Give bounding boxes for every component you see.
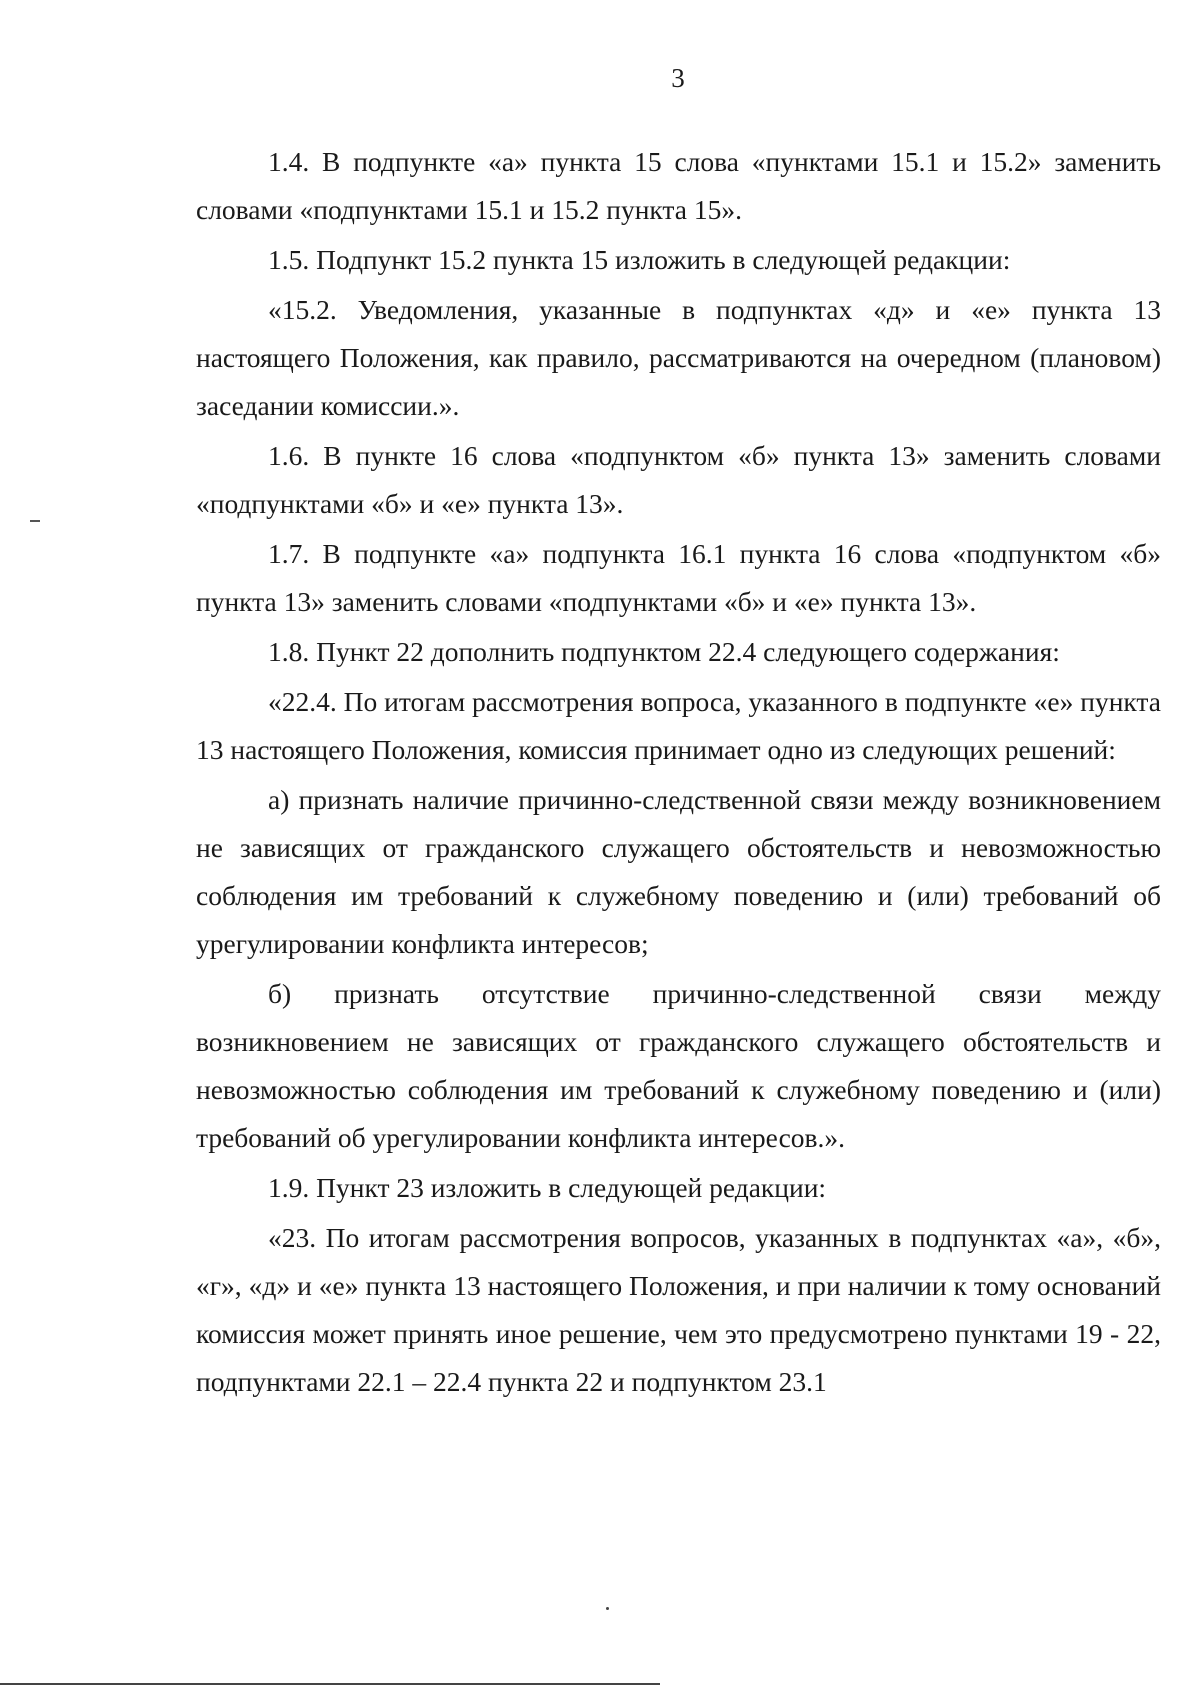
paragraph-1-7: 1.7. В подпункте «а» подпункта 16.1 пункта 16 слова «подпунктом «б» пункта 13» заменить словами «подпунктами «б» и «е» пункта 13». (196, 538, 1161, 617)
paragraph-22-4-quote: «22.4. По итогам рассмотрения вопроса, указанного в подпункте «е» пункта 13 настоящего Положения, комиссия принимает одно из следующих решений: (196, 686, 1161, 765)
margin-mark (30, 520, 40, 522)
paragraph-1-5: 1.5. Подпункт 15.2 пункта 15 изложить в следующей редакции: (268, 244, 1011, 275)
paragraph-23-quote: «23. По итогам рассмотрения вопросов, указанных в подпунктах «а», «б», «г», «д» и «е» пункта 13 настоящего Положения, и при наличии к тому оснований комиссия может принять иное решение, чем это предусмотрено пунктами 19 - 22, подпунктами 22.1 – 22.4 пункта 22 и подпунктом 23.1 (196, 1222, 1161, 1397)
paragraph-1-8: 1.8. Пункт 22 дополнить подпунктом 22.4 следующего содержания: (268, 636, 1060, 667)
page-number: 3 (671, 63, 685, 93)
paragraph-15-2-quote: «15.2. Уведомления, указанные в подпунктах «д» и «е» пункта 13 настоящего Положения, как правило, рассматриваются на очередном (плановом) заседании комиссии.». (196, 294, 1161, 421)
paragraph-1-9: 1.9. Пункт 23 изложить в следующей редакции: (268, 1172, 827, 1203)
paragraph-item-a: а) признать наличие причинно-следственной связи между возникновением не зависящих от гражданского служащего обстоятельств и невозможностью соблюдения им требований к служебному поведению и (или) требований об урегулировании конфликта интересов; (196, 784, 1161, 959)
paragraph-1-4: 1.4. В подпункте «а» пункта 15 слова «пунктами 15.1 и 15.2» заменить словами «подпунктами 15.1 и 15.2 пункта 15». (196, 146, 1161, 225)
scan-speck (606, 1607, 609, 1610)
scan-edge-line (0, 1683, 660, 1685)
document-body (196, 138, 1161, 1406)
paragraph-item-b: б) признать отсутствие причинно-следственной связи между возникновением не зависящих от гражданского служащего обстоятельств и невозможностью соблюдения им требований к служебному поведению и (или) требований об урегулировании конфликта интересов.». (196, 978, 1161, 1153)
paragraph-1-6: 1.6. В пункте 16 слова «подпунктом «б» пункта 13» заменить словами «подпунктами «б» и «е» пункта 13». (196, 440, 1161, 519)
